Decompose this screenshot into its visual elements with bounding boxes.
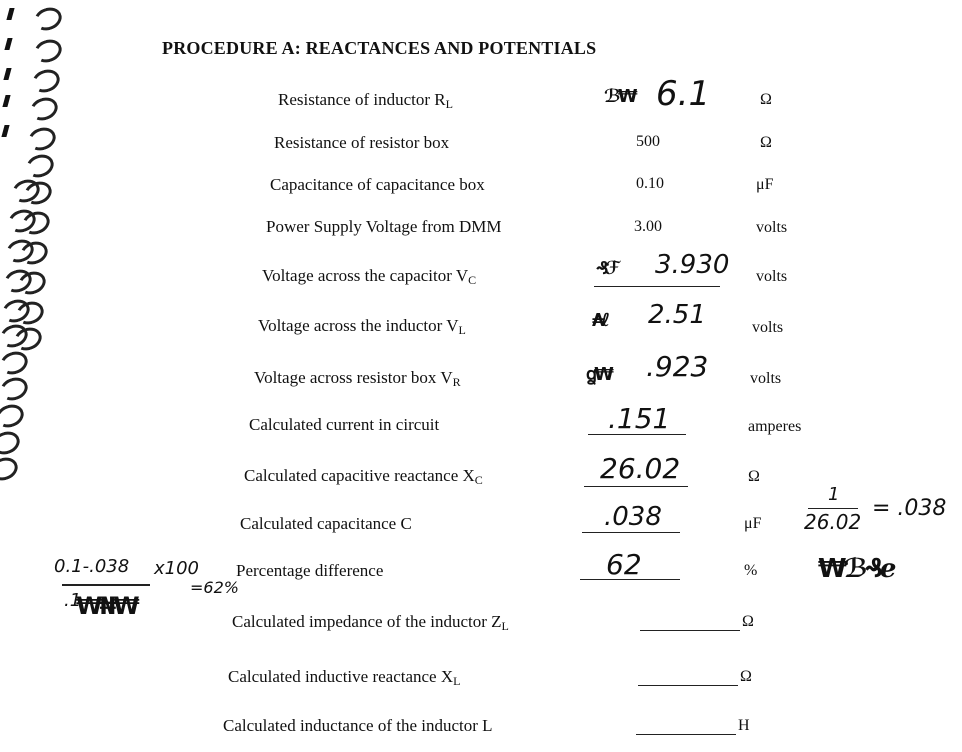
answer-line: [584, 486, 688, 487]
handwritten-value: .038: [604, 502, 662, 532]
handwritten-value: 6.1: [656, 74, 711, 114]
row-label: Resistance of resistor box: [274, 133, 450, 152]
binding-ring: [0, 374, 31, 404]
fraction-bar: [62, 584, 150, 586]
binding-ring: [31, 4, 65, 34]
crossed-out-scribble: ₩₦₩: [76, 592, 137, 620]
binding-ring: [0, 401, 27, 431]
unit-label: volts: [756, 219, 788, 236]
row-label: Capacitance of capacitance box: [270, 175, 485, 194]
spiral-binding: [0, 0, 70, 752]
binding-stub: [2, 95, 10, 107]
margin-note-numerator: 0.1-.038: [54, 556, 130, 577]
row-label: Voltage across the inductor $V_L$: [258, 316, 466, 337]
crossed-out-scribble: ₳ℓ: [592, 310, 608, 331]
handwritten-value: .923: [646, 350, 709, 383]
answer-line: [636, 734, 736, 735]
printed-value: 3.00: [634, 218, 662, 235]
binding-ring: [29, 66, 63, 96]
margin-note-times: x100: [154, 558, 200, 579]
printed-value: 0.10: [636, 175, 664, 192]
handwritten-value: 62: [606, 548, 642, 581]
row-label: Calculated capacitance C: [240, 514, 412, 533]
binding-ring: [0, 348, 31, 378]
binding-stub: [4, 38, 12, 50]
binding-ring: [27, 94, 61, 124]
answer-line: [588, 434, 686, 435]
binding-stub: [6, 8, 14, 20]
handwritten-value: .151: [608, 402, 671, 435]
answer-line: [594, 286, 720, 287]
page-title: PROCEDURE A: REACTANCES AND POTENTIALS: [162, 38, 597, 58]
row-label: Voltage across the capacitor $V_C$: [262, 266, 477, 287]
crossed-out-scribble: ℬ₩: [604, 86, 635, 107]
unit-label: volts: [750, 370, 782, 387]
crossed-out-scribble: ₰ℱ: [596, 258, 618, 279]
row-label: Calculated inductive reactance $X_L$: [228, 667, 461, 688]
binding-stub: [1, 125, 9, 137]
answer-line: [640, 630, 740, 631]
row-label: Calculated impedance of the inductor $Z_L$: [232, 612, 509, 633]
unit-label: H: [738, 717, 750, 734]
row-label: Percentage difference: [236, 561, 384, 580]
handwritten-value: 3.930: [655, 250, 730, 280]
unit-label: volts: [756, 268, 788, 285]
binding-stub: [3, 68, 11, 80]
unit-label: amperes: [748, 418, 802, 435]
margin-note-result: =62%: [190, 578, 239, 597]
margin-note-numerator: 1: [828, 484, 840, 505]
unit-label: Ω: [760, 134, 772, 151]
unit-label: %: [744, 562, 758, 579]
row-label: Resistance of inductor $R_L$: [278, 90, 453, 111]
fraction-bar: [808, 508, 858, 509]
crossed-out-scribble: ꬶ₩: [586, 364, 611, 385]
row-label: Calculated capacitive reactance $X_C$: [244, 466, 483, 487]
row-label: Voltage across resistor box $V_R$: [254, 368, 461, 389]
unit-label: Ω: [742, 613, 754, 630]
margin-note-denominator: 26.02: [804, 510, 862, 534]
unit-label: Ω: [748, 468, 760, 485]
handwritten-value: 26.02: [600, 452, 681, 485]
binding-ring: [0, 428, 23, 458]
binding-ring: [25, 124, 59, 154]
binding-ring: [31, 36, 65, 66]
answer-line: [582, 532, 680, 533]
binding-ring: [0, 454, 21, 484]
row-label: Calculated inductance of the inductor L: [223, 716, 493, 735]
printed-value: 500: [636, 133, 660, 150]
answer-line: [638, 685, 738, 686]
margin-note-denominator: .1: [64, 590, 82, 611]
unit-label: μF: [756, 176, 774, 193]
unit-label: μF: [744, 515, 762, 532]
unit-label: Ω: [740, 668, 752, 685]
answer-line: [580, 579, 680, 580]
unit-label: Ω: [760, 91, 772, 108]
crossed-out-scribble: ₩ℬ₰ℯ: [818, 554, 894, 584]
row-label: Calculated current in circuit: [249, 415, 440, 434]
unit-label: volts: [752, 319, 784, 336]
margin-note-result: = .038: [872, 496, 947, 521]
binding-ring: [23, 151, 57, 181]
handwritten-value: 2.51: [648, 300, 706, 330]
row-label: Power Supply Voltage from DMM: [266, 217, 502, 236]
